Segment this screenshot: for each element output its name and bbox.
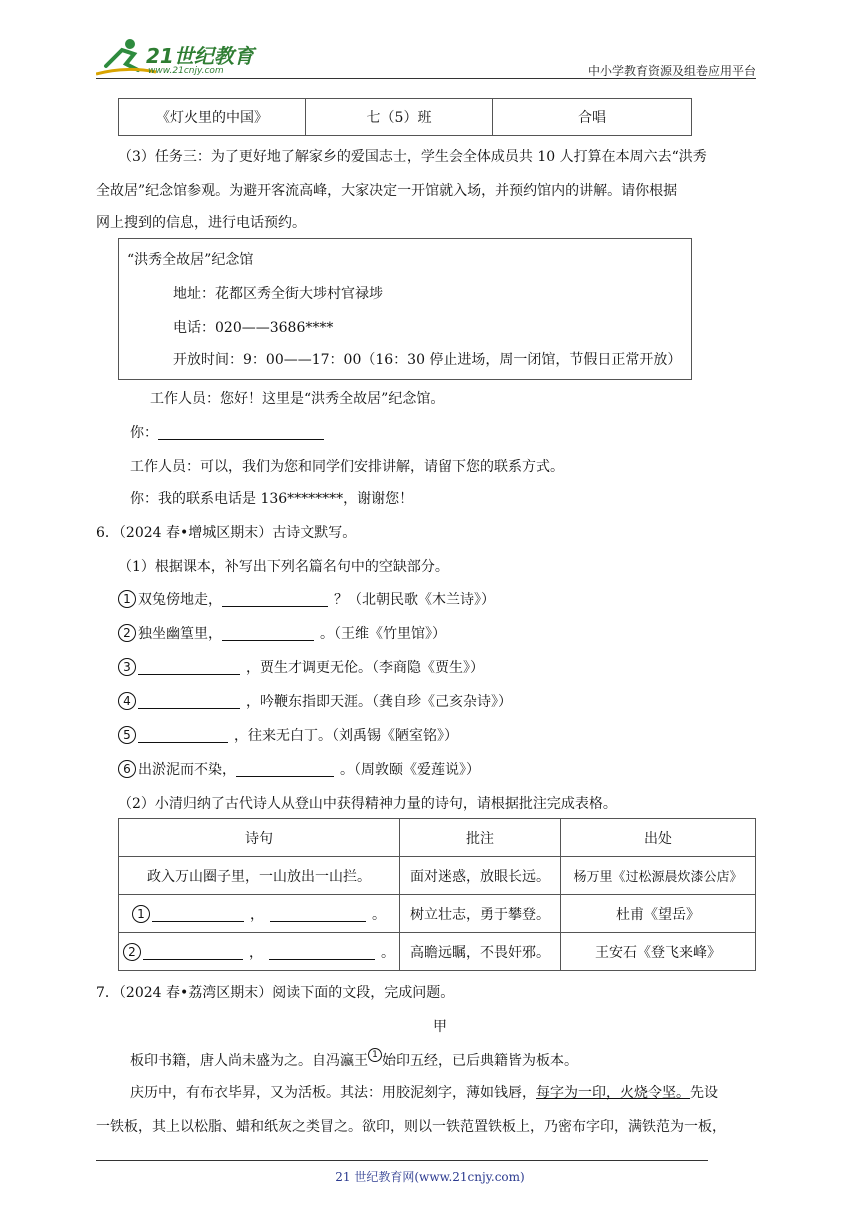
you-line — [130, 422, 324, 442]
source-cell: 杜甫《望岳》 — [561, 895, 756, 933]
column-header: 诗句 — [119, 819, 400, 857]
museum-title: “洪秀全故居”纪念馆 — [127, 252, 254, 268]
museum-hours: 开放时间：9：00——17：00（16：30 停止进场，周一闭馆，节假日正常开放） — [173, 352, 682, 368]
footnote-marker: 1 — [368, 1048, 382, 1062]
answer-blank[interactable] — [138, 660, 240, 675]
footer-text[interactable]: 21 世纪教育网(www.21cnjy.com) — [335, 1170, 525, 1184]
question-6-title: 6．（2024 春•增城区期末）古诗文默写。 — [96, 525, 357, 541]
passage-paragraph: 板印书籍，唐人尚未盛为之。自冯瀛王 1 始印五经，已后典籍皆为板本。 — [130, 1050, 578, 1069]
column-header: 批注 — [400, 819, 561, 857]
logo-url: www.21cnjy.com — [148, 66, 224, 76]
poem-cell: 政入万山圈子里，一山放出一山拦。 — [119, 857, 400, 895]
fill-item: 2 独坐幽篁里， 。（王维《竹里馆》） — [118, 623, 446, 643]
answer-blank[interactable] — [236, 762, 334, 777]
column-header: 出处 — [561, 819, 756, 857]
item-number: 5 — [118, 726, 136, 744]
passage-paragraph: 庆历中，有布衣毕昇，又为活板。其法：用胶泥刻字，薄如钱唇，每字为一印，火烧令坚。先设 — [130, 1085, 718, 1101]
logo-text: 21世纪教育 — [146, 44, 254, 68]
fill-item: 3 ，贾生才调更无伦。（李商隐《贾生》） — [118, 657, 484, 677]
item-number: 4 — [118, 692, 136, 710]
table-cell: 七（5）班 — [306, 99, 493, 136]
fill-item: 6 出淤泥而不染， 。（周敦颐《爱莲说》） — [118, 759, 480, 779]
poem-table — [118, 818, 756, 971]
table-row — [119, 857, 756, 895]
staff-line: 工作人员：可以，我们为您和同学们安排讲解，请留下您的联系方式。 — [130, 459, 564, 475]
header-divider — [96, 78, 756, 79]
answer-blank[interactable] — [158, 425, 324, 440]
answer-blank[interactable] — [152, 907, 244, 922]
item-number: 1 — [118, 590, 136, 608]
answer-blank[interactable] — [222, 626, 314, 641]
task3-line: 网上搜到的信息，进行电话预约。 — [96, 215, 306, 231]
poem-cell: 1 ， 。 — [119, 895, 400, 933]
fill-item: 5 ，往来无白丁。（刘禹锡《陋室铭》） — [118, 725, 458, 745]
note-cell: 高瞻远瞩，不畏奸邪。 — [400, 933, 561, 971]
passage-heading: 甲 — [433, 1019, 447, 1035]
poem-cell: 2 ， 。 — [119, 933, 400, 971]
question-6-sub2: （2）小清归纳了古代诗人从登山中获得精神力量的诗句，请根据批注完成表格。 — [118, 796, 617, 812]
footer-divider — [96, 1160, 708, 1161]
item-number: 1 — [132, 905, 150, 923]
question-7-title: 7．（2024 春•荔湾区期末）阅读下面的文段，完成问题。 — [96, 985, 455, 1001]
item-number: 2 — [118, 624, 136, 642]
answer-blank[interactable] — [222, 592, 328, 607]
you-line: 你：我的联系电话是 136********，谢谢您！ — [130, 491, 414, 507]
item-number: 2 — [123, 943, 141, 961]
item-number: 6 — [118, 760, 136, 778]
task3-line: （3）任务三：为了更好地了解家乡的爱国志士，学生会全体成员共 10 人打算在本周六去“洪秀 — [118, 149, 707, 165]
item-number: 3 — [118, 658, 136, 676]
museum-phone: 电话：020——3686**** — [173, 320, 334, 336]
answer-blank[interactable] — [138, 694, 240, 709]
answer-blank[interactable] — [138, 728, 228, 743]
museum-address: 地址：花都区秀全街大埗村官禄埗 — [173, 286, 383, 302]
answer-blank[interactable] — [269, 945, 375, 960]
answer-blank[interactable] — [143, 945, 243, 960]
fill-item: 4 ，吟鞭东指即天涯。（龚自珍《己亥杂诗》） — [118, 691, 512, 711]
you-label: 你： — [130, 425, 158, 441]
note-cell: 树立壮志，勇于攀登。 — [400, 895, 561, 933]
source-cell: 王安石《登飞来峰》 — [561, 933, 756, 971]
source-cell: 杨万里《过松源晨炊漆公店》 — [561, 857, 756, 895]
note-cell: 面对迷惑，放眼长远。 — [400, 857, 561, 895]
fill-item: 1 双兔傍地走， ？（北朝民歌《木兰诗》） — [118, 589, 495, 609]
table-cell: 《灯火里的中国》 — [119, 99, 306, 136]
table-cell: 合唱 — [493, 99, 692, 136]
platform-name: 中小学教育资源及组卷应用平台 — [587, 64, 756, 78]
task3-line: 全故居”纪念馆参观。为避开客流高峰，大家决定一开馆就入场，并预约馆内的讲解。请你根据 — [96, 183, 678, 199]
table-row — [119, 933, 756, 971]
question-6-sub1: （1）根据课本，补写出下列名篇名句中的空缺部分。 — [118, 559, 449, 575]
museum-info-box — [118, 238, 692, 380]
underlined-sentence: 每字为一印，火烧令坚。 — [536, 1085, 690, 1101]
staff-line: 工作人员：您好！这里是“洪秀全故居”纪念馆。 — [150, 391, 445, 407]
answer-blank[interactable] — [270, 907, 366, 922]
passage-paragraph: 一铁板，其上以松脂、蜡和纸灰之类冒之。欲印，则以一铁范置铁板上，乃密布字印，满铁范为一板， — [96, 1119, 726, 1135]
performance-table — [118, 98, 692, 136]
table-row — [119, 895, 756, 933]
